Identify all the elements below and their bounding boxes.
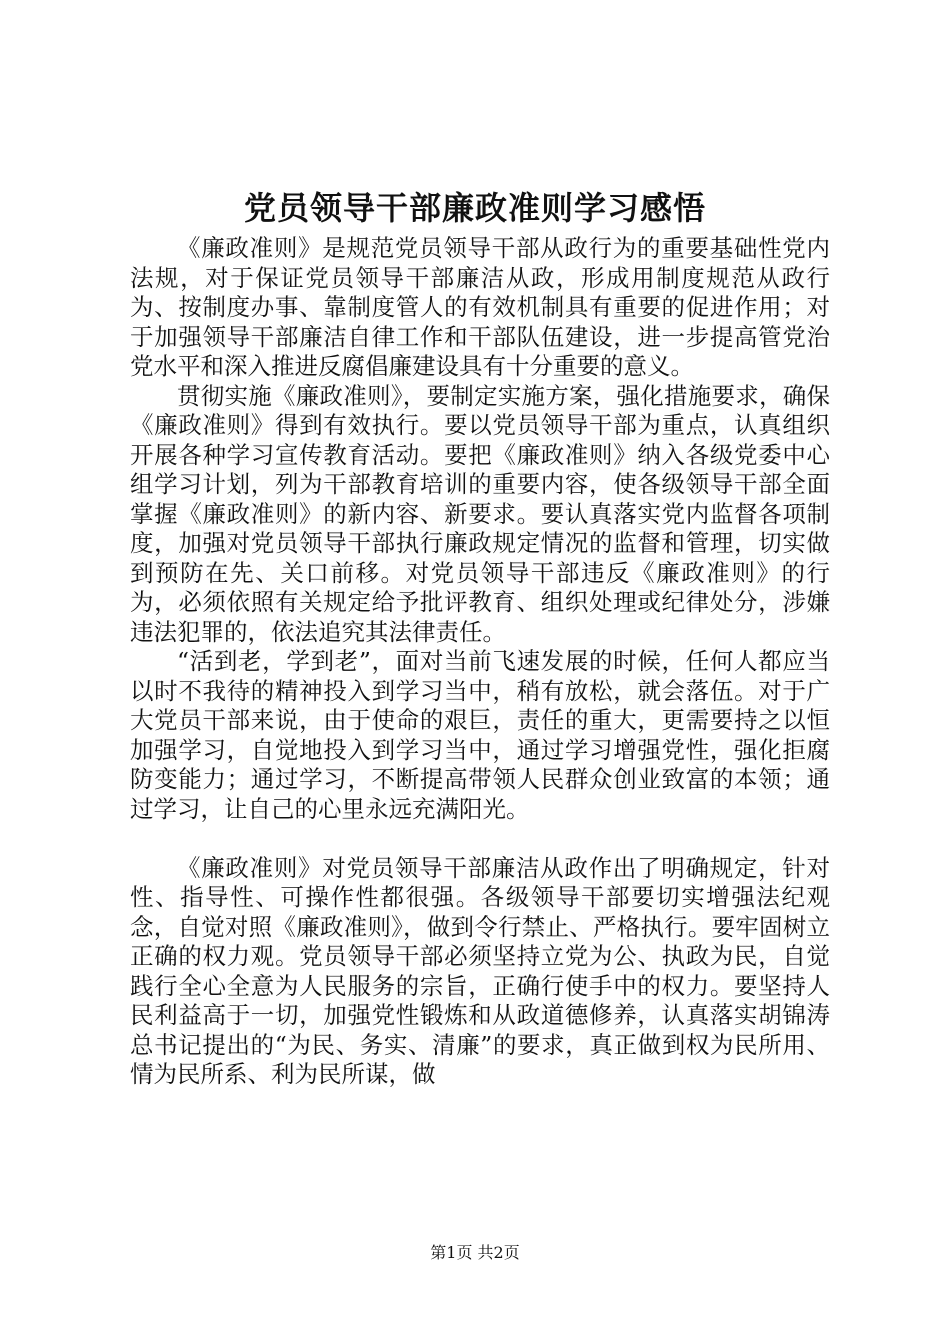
page-title: 党员领导干部廉政准则学习感悟 — [243, 189, 706, 227]
paragraph-3: “活到老，学到老”，面对当前飞速发展的时候，任何人都应当以时不我待的精神投入到学习当中，稍有放松，就会落伍。对于广大党员干部来说，由于使命的艰巨，责任的重大，更需要持之以恒加强学习，自觉地投入到学习当中，通过学习增强党性，强化拒腐防变能力；通过学习，不断提高带领人民群众创业致富的本领；通过学习，让自己的心里永远充满阳光。 — [130, 647, 830, 823]
paragraph-2: 贯彻实施《廉政准则》，要制定实施方案，强化措施要求，确保《廉政准则》得到有效执行。要以党员领导干部为重点，认真组织开展各种学习宣传教育活动。要把《廉政准则》纳入各级党委中心组学习计划，列为干部教育培训的重要内容，使各级领导干部全面掌握《廉政准则》的新内容、新要求。要认真落实党内监督各项制度，加强对党员领导干部执行廉政规定情况的监督和管理，切实做到预防在先、关口前移。对党员领导干部违反《廉政准则》的行为，必须依照有关规定给予批评教育、组织处理或纪律处分，涉嫌违法犯罪的，依法追究其法律责任。 — [130, 381, 830, 646]
paragraph-4: 《廉政准则》对党员领导干部廉洁从政作出了明确规定，针对性、指导性、可操作性都很强。各级领导干部要切实增强法纪观念，自觉对照《廉政准则》，做到令行禁止、严格执行。要牢固树立正确的权力观。党员领导干部必须坚持立党为公、执政为民，自觉践行全心全意为人民服务的宗旨，正确行使手中的权力。要坚持人民利益高于一切，加强党性锻炼和从政道德修养，认真落实胡锦涛总书记提出的“为民、务实、清廉”的要求，真正做到权为民所用、情为民所系、利为民所谋，做 — [130, 853, 830, 1088]
page-footer: 第1页 共2页 — [430, 1243, 520, 1262]
paragraph-1: 《廉政准则》是规范党员领导干部从政行为的重要基础性党内法规，对于保证党员领导干部廉洁从政，形成用制度规范从政行为、按制度办事、靠制度管人的有效机制具有重要的促进作用；对于加强领导干部廉洁自律工作和干部队伍建设，进一步提高管党治党水平和深入推进反腐倡廉建设具有十分重要的意义。 — [130, 234, 830, 380]
document-body — [130, 234, 830, 1090]
